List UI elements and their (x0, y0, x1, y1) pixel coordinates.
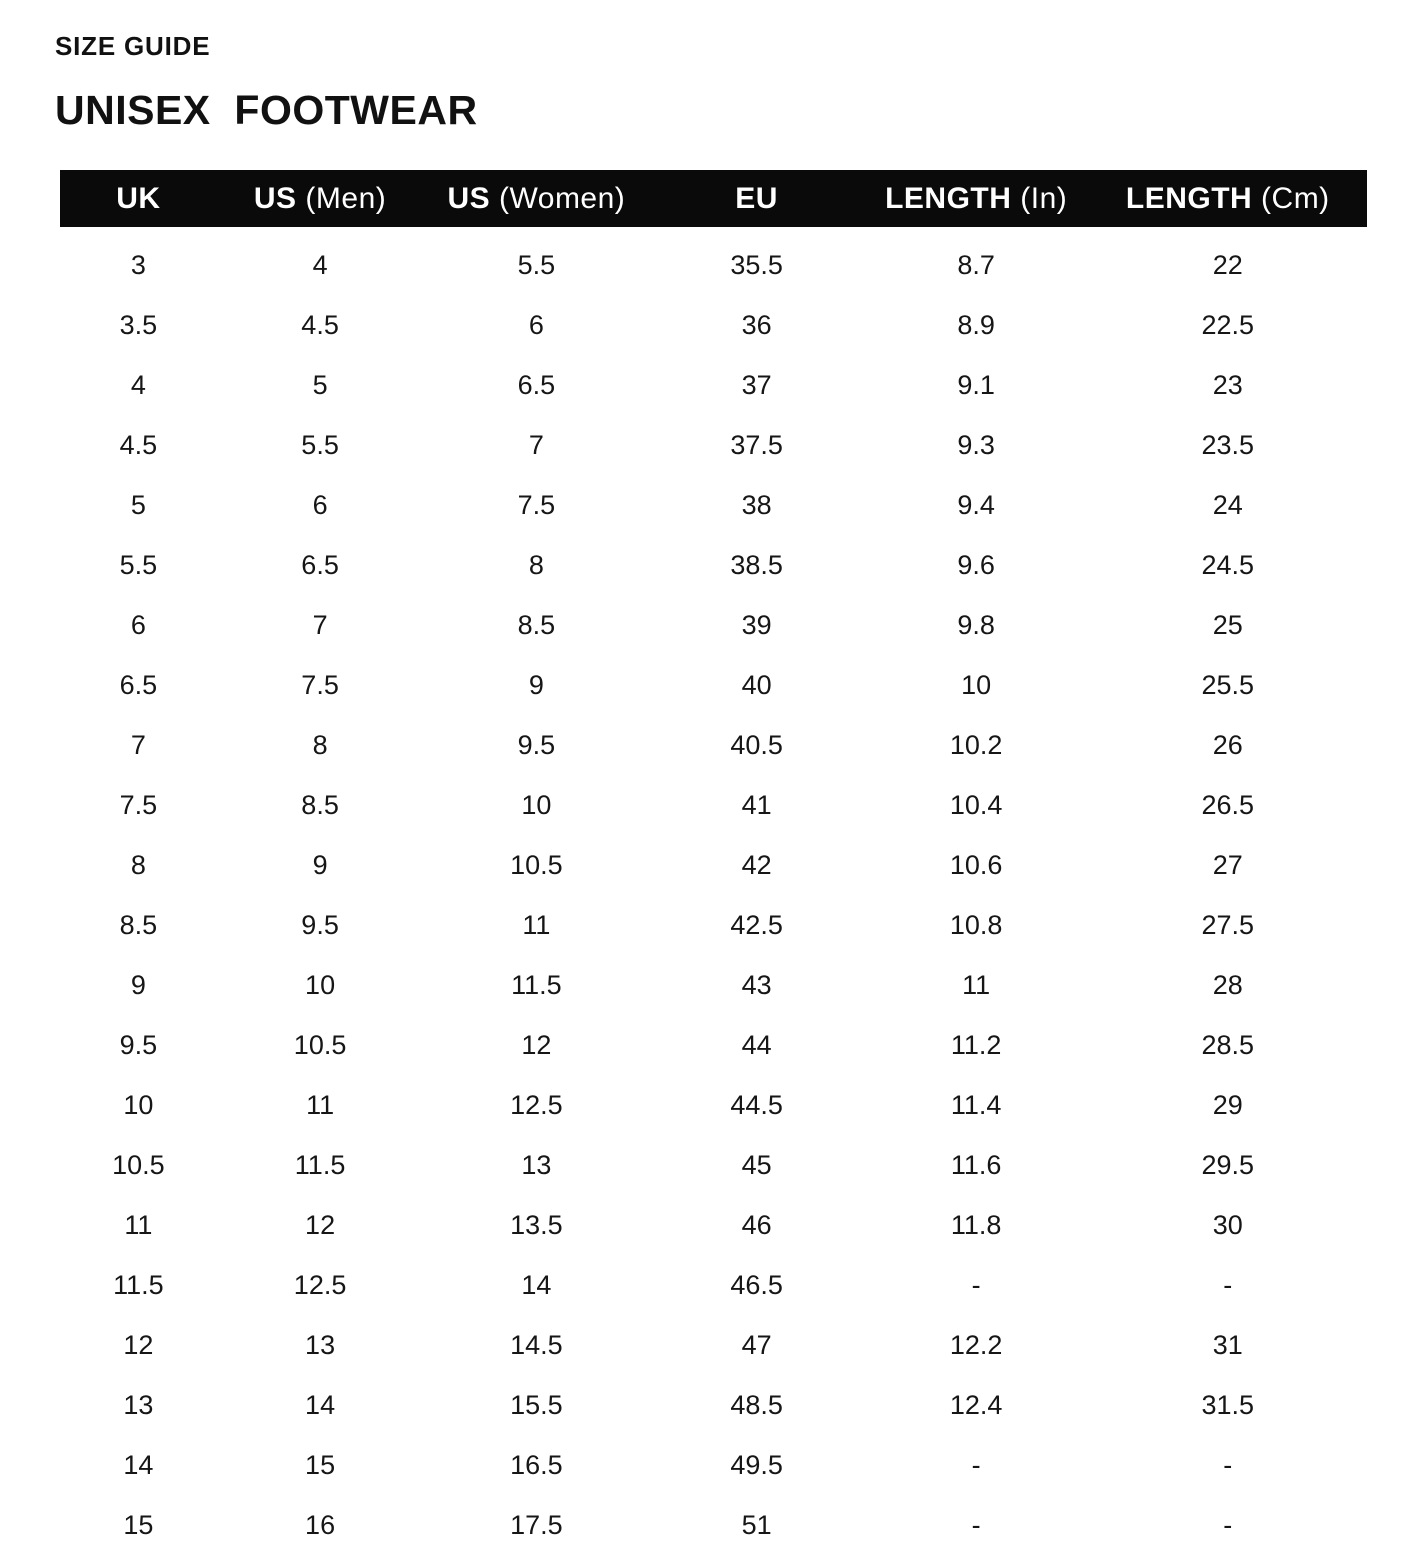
size-cell: 45 (741, 1149, 772, 1180)
table-row (60, 595, 1367, 655)
size-cell: 11.2 (950, 1029, 1002, 1060)
size-cell: 10.5 (112, 1149, 165, 1180)
size-cell: 42.5 (730, 909, 783, 940)
size-cell: 38 (741, 489, 772, 520)
size-cell: 25 (1212, 609, 1243, 640)
size-cell: 12.5 (510, 1089, 563, 1120)
table-row (60, 895, 1367, 955)
table-row (60, 1015, 1367, 1075)
size-cell: 15 (305, 1449, 336, 1480)
size-cell: 40.5 (730, 729, 783, 760)
size-cell: 13 (305, 1329, 336, 1360)
size-cell: 11.6 (950, 1149, 1002, 1180)
size-cell: 4.5 (119, 429, 158, 460)
size-cell: 48.5 (730, 1389, 783, 1420)
size-cell: 9 (130, 969, 146, 1000)
size-cell: 14 (521, 1269, 552, 1300)
size-cell: 8.7 (957, 249, 995, 280)
size-cell: 11.5 (294, 1149, 346, 1180)
size-cell: 30 (1212, 1209, 1243, 1240)
size-cell: 6 (130, 609, 146, 640)
size-cell: 5.5 (517, 249, 556, 280)
size-cell: 11 (962, 969, 991, 1000)
size-cell: 46.5 (730, 1269, 783, 1300)
size-cell: 12.5 (293, 1269, 347, 1300)
column-header-uk-label: UK (116, 181, 161, 215)
size-cell: 6.5 (119, 669, 158, 700)
size-cell: 29 (1212, 1089, 1243, 1120)
size-cell: 10.2 (949, 729, 1003, 760)
size-cell: 8 (312, 729, 328, 760)
size-cell: 15.5 (510, 1389, 563, 1420)
size-cell: 12.2 (949, 1329, 1003, 1360)
size-cell: - (1223, 1269, 1233, 1300)
size-cell: 47 (741, 1329, 772, 1360)
table-row (60, 655, 1367, 715)
size-cell: 36 (741, 309, 772, 340)
size-cell: 14.5 (510, 1329, 563, 1360)
size-cell: 11 (306, 1089, 335, 1120)
size-cell: 6 (528, 309, 544, 340)
table-row (60, 295, 1367, 355)
size-cell: 10.5 (293, 1029, 347, 1060)
size-cell: 22.5 (1201, 309, 1255, 340)
size-table-header (60, 170, 1367, 227)
size-cell: 27.5 (1201, 909, 1255, 940)
size-cell: 5.5 (301, 429, 339, 460)
table-row (60, 955, 1367, 1015)
size-cell: 23 (1212, 369, 1243, 400)
size-cell: 9.1 (957, 369, 995, 400)
table-row (60, 1075, 1367, 1135)
size-guide-label: SIZE GUIDE (55, 31, 211, 61)
size-cell: 9.4 (957, 489, 995, 520)
column-header-length-in: LENGTH (In) (864, 170, 1089, 227)
size-cell: - (971, 1449, 981, 1480)
size-cell: 46 (741, 1209, 772, 1240)
header-row (60, 170, 1367, 227)
size-cell: 17.5 (510, 1509, 563, 1540)
size-cell: 22 (1212, 249, 1243, 280)
size-cell: 25.5 (1201, 669, 1255, 700)
size-cell: 14 (305, 1389, 336, 1420)
size-cell: 6 (312, 489, 328, 520)
size-cell: 3 (130, 249, 146, 280)
size-cell: 10 (521, 789, 552, 820)
size-cell: 12 (521, 1029, 552, 1060)
size-cell: 16 (305, 1509, 336, 1540)
size-cell: 10.5 (510, 849, 563, 880)
size-cell: 6.5 (301, 549, 339, 580)
size-cell: 31.5 (1201, 1389, 1255, 1420)
size-table-container (60, 170, 1367, 1555)
size-cell: 8.5 (517, 609, 556, 640)
size-cell: 7 (130, 729, 146, 760)
size-cell: 10.4 (949, 789, 1003, 820)
table-row (60, 835, 1367, 895)
size-cell: 10 (961, 669, 992, 700)
size-cell: 28.5 (1201, 1029, 1255, 1060)
size-cell: 13 (123, 1389, 154, 1420)
size-cell: 5.5 (119, 549, 158, 580)
size-cell: 44.5 (730, 1089, 783, 1120)
size-cell: 5 (130, 489, 146, 520)
table-row (60, 1495, 1367, 1555)
size-cell: 24.5 (1201, 549, 1255, 580)
size-cell: 4 (130, 369, 146, 400)
size-cell: 4.5 (301, 309, 339, 340)
table-row (60, 1195, 1367, 1255)
size-cell: - (971, 1269, 981, 1300)
size-cell: 51 (741, 1509, 772, 1540)
size-cell: 8.9 (957, 309, 995, 340)
size-cell: 26 (1212, 729, 1243, 760)
table-row (60, 535, 1367, 595)
size-cell: 9.6 (957, 549, 995, 580)
size-cell: - (1223, 1449, 1233, 1480)
size-cell: 3.5 (119, 309, 158, 340)
size-cell: 37.5 (730, 429, 783, 460)
size-cell: 8.5 (119, 909, 158, 940)
size-cell: 10.8 (949, 909, 1003, 940)
size-cell: 6.5 (517, 369, 556, 400)
size-cell: 9 (312, 849, 328, 880)
table-row (60, 1315, 1367, 1375)
size-guide-page (0, 33, 1414, 1566)
column-header-eu (649, 170, 863, 227)
size-cell: 7.5 (119, 789, 158, 820)
column-header-uk (60, 170, 217, 227)
size-cell: 9 (528, 669, 544, 700)
size-cell: 12 (305, 1209, 336, 1240)
size-cell: 9.3 (957, 429, 995, 460)
size-cell: 26.5 (1201, 789, 1255, 820)
table-row (60, 475, 1367, 535)
size-cell: 11 (124, 1209, 153, 1240)
column-header-length-cm: LENGTH (Cm) (1089, 170, 1367, 227)
size-cell: 31 (1212, 1329, 1243, 1360)
page-title: UNISEX FOOTWEAR (55, 87, 478, 133)
size-cell: 9.5 (517, 729, 556, 760)
size-cell: 11.8 (950, 1209, 1002, 1240)
column-header-us-women: US (Women) (423, 170, 649, 227)
size-cell: 24 (1212, 489, 1243, 520)
size-cell: 5 (312, 369, 328, 400)
size-cell: 8.5 (301, 789, 339, 820)
size-cell: 7.5 (517, 489, 556, 520)
size-cell: 8 (130, 849, 146, 880)
size-cell: 9.5 (301, 909, 339, 940)
size-cell: 15 (123, 1509, 154, 1540)
table-row (60, 1435, 1367, 1495)
size-cell: 10 (123, 1089, 154, 1120)
size-cell: 8 (528, 549, 544, 580)
size-cell: 7 (312, 609, 328, 640)
size-cell: 38.5 (730, 549, 783, 580)
table-row (60, 715, 1367, 775)
table-row (60, 415, 1367, 475)
column-header-us-men-label: US (253, 181, 297, 215)
size-cell: 35.5 (730, 249, 783, 280)
size-cell: 23.5 (1201, 429, 1255, 460)
column-header-us-women-label: US (447, 181, 491, 215)
size-cell: 39 (741, 609, 772, 640)
column-header-length-cm-label: LENGTH (1125, 181, 1253, 215)
size-cell: 41 (741, 789, 772, 820)
size-cell: 29.5 (1201, 1149, 1255, 1180)
size-cell: 9.5 (119, 1029, 158, 1060)
size-table (60, 170, 1367, 1555)
size-cell: 42 (741, 849, 772, 880)
column-header-us-men: US (Men) (217, 170, 424, 227)
size-cell: 16.5 (510, 1449, 563, 1480)
size-cell: 13 (521, 1149, 552, 1180)
size-table-body (60, 227, 1367, 1555)
size-cell: 11.4 (950, 1089, 1002, 1120)
size-cell: 40 (741, 669, 772, 700)
size-cell: 28 (1212, 969, 1243, 1000)
size-cell: 4 (312, 249, 328, 280)
table-row (60, 1375, 1367, 1435)
table-row (60, 775, 1367, 835)
size-cell: 44 (741, 1029, 772, 1060)
size-cell: 37 (741, 369, 772, 400)
size-cell: 11.5 (511, 969, 562, 1000)
table-row (60, 235, 1367, 295)
size-cell: 27 (1212, 849, 1243, 880)
table-row (60, 1255, 1367, 1315)
size-cell: 10.6 (949, 849, 1003, 880)
size-cell: 11.5 (113, 1269, 164, 1300)
size-cell: - (1223, 1509, 1233, 1540)
size-cell: 7.5 (301, 669, 339, 700)
size-cell: 13.5 (510, 1209, 563, 1240)
table-row (60, 355, 1367, 415)
size-cell: 49.5 (730, 1449, 783, 1480)
size-cell: - (971, 1509, 981, 1540)
column-header-length-in-label: LENGTH (885, 181, 1012, 215)
size-cell: 12.4 (949, 1389, 1003, 1420)
size-cell: 14 (123, 1449, 154, 1480)
size-cell: 9.8 (957, 609, 995, 640)
size-cell: 43 (741, 969, 772, 1000)
table-row (60, 1135, 1367, 1195)
size-cell: 12 (123, 1329, 154, 1360)
size-cell: 10 (305, 969, 336, 1000)
column-header-eu-label: EU (735, 181, 778, 215)
size-cell: 11 (522, 909, 551, 940)
size-cell: 7 (528, 429, 544, 460)
